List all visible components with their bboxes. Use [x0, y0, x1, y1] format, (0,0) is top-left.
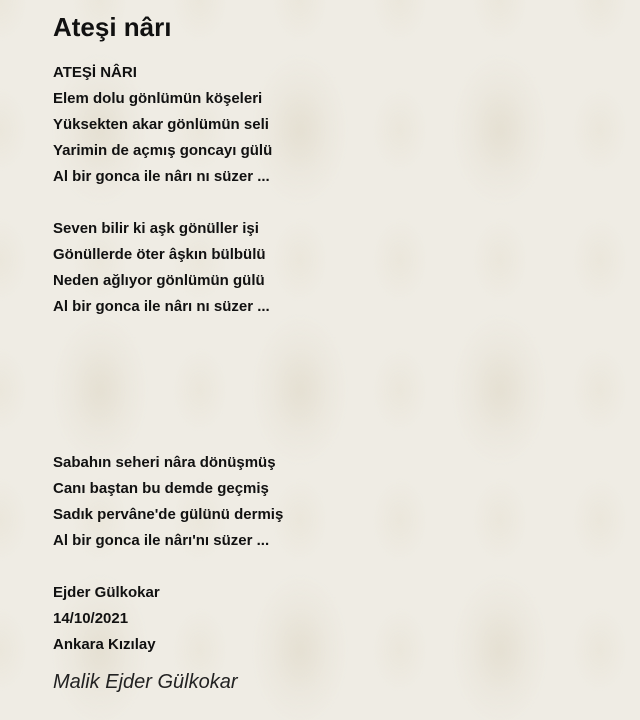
poem-line: Seven bilir ki aşk gönüller işi [53, 220, 259, 237]
author-signature: Malik Ejder Gülkokar [53, 671, 238, 693]
stanza-break [53, 320, 623, 450]
poem-line: Al bir gonca ile nârı'nı süzer ... [53, 532, 270, 549]
poem-heading: ATEŞİ NÂRI [53, 64, 137, 81]
poem-line: Elem dolu gönlümün köşeleri [53, 90, 263, 107]
poem-line: Neden ağlıyor gönlümün gülü [53, 272, 265, 289]
poem-location: Ankara Kızılay [53, 636, 156, 653]
poem-line: Sabahın seheri nâra dönüşmüş [53, 454, 276, 471]
poem-body [53, 60, 623, 658]
poem-line: Yüksekten akar gönlümün seli [53, 116, 269, 133]
poem-line: Canı baştan bu demde geçmiş [53, 480, 269, 497]
page-title: Ateşi nârı [53, 12, 172, 42]
poem-date: 14/10/2021 [53, 610, 129, 627]
poem-line: Gönüllerde öter âşkın bülbülü [53, 246, 266, 263]
poem-page [53, 10, 623, 696]
stanza-break [53, 554, 623, 580]
poem-line: Sadık pervâne'de gülünü dermiş [53, 506, 284, 523]
poem-line: Al bir gonca ile nârı nı süzer ... [53, 298, 270, 315]
poem-line: Al bir gonca ile nârı nı süzer ... [53, 168, 270, 185]
poem-author: Ejder Gülkokar [53, 584, 160, 601]
poem-line: Yarimin de açmış goncayı gülü [53, 142, 273, 159]
stanza-break [53, 190, 623, 216]
